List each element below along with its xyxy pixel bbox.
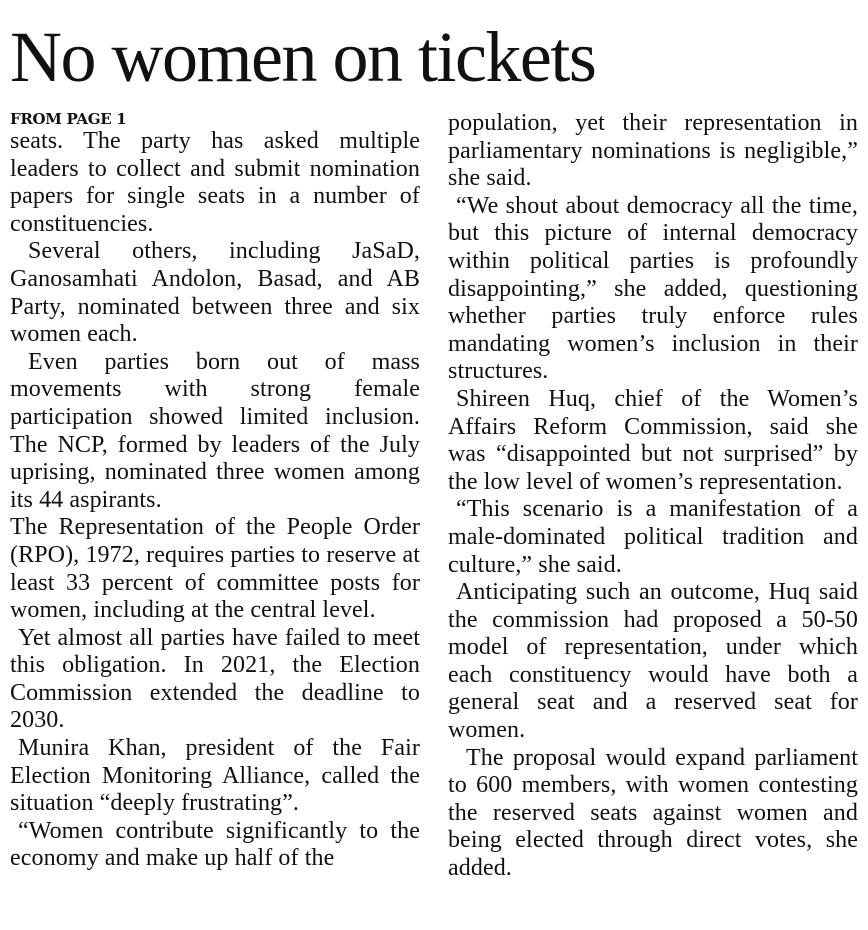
paragraph: Several others, including JaSaD, Ganosamhati Andolon, Basad, and AB Party, nominated between three and six women each. [10, 238, 420, 348]
paragraph: Shireen Huq, chief of the Women’s Affairs Reform Commission, said she was “disappointed but not surprised” by the low level of women’s representation. [448, 385, 858, 495]
paragraph: seats. The party has asked multiple leaders to collect and submit nomination papers for single seats in a number of constituencies. [10, 128, 420, 237]
paragraph: The Representation of the People Order (RPO), 1972, requires parties to reserve at least 33 percent of committee posts for women, including at the central level. [10, 514, 420, 624]
paragraph: Yet almost all parties have failed to meet this obligation. In 2021, the Election Commission extended the deadline to 2030. [10, 624, 420, 734]
paragraph: The proposal would expand parliament to 600 members, with women contesting the reserved seats against women and being elected through direct votes, she added. [448, 744, 858, 882]
right-column [448, 110, 858, 883]
paragraph: Anticipating such an outcome, Huq said the commission had proposed a 50-50 model of representation, under which each constituency would have both a general seat and a reserved seat for women. [448, 579, 858, 744]
paragraph: “We shout about democracy all the time, but this picture of internal democracy within political parties is profoundly disappointing,” she added, questioning whether parties truly enforce rules mandating women’s inclusion in their structures. [448, 192, 858, 385]
paragraph: “This scenario is a manifestation of a male-dominated political tradition and culture,” she said. [448, 496, 858, 578]
paragraph: Munira Khan, president of the Fair Election Monitoring Alliance, called the situation “deeply frustrating”. [10, 735, 420, 817]
paragraph: Even parties born out of mass movements with strong female participation showed limited inclusion. The NCP, formed by leaders of the July uprising, nominated three women among its 44 aspirants. [10, 348, 420, 513]
headline: No women on tickets [10, 17, 596, 97]
paragraph: population, yet their representation in parliamentary nominations is negligible,” she said. [448, 110, 858, 192]
dateline: FROM PAGE 1 [10, 110, 127, 128]
paragraph: “Women contribute significantly to the economy and make up half of the [10, 817, 420, 872]
left-column [10, 110, 420, 873]
